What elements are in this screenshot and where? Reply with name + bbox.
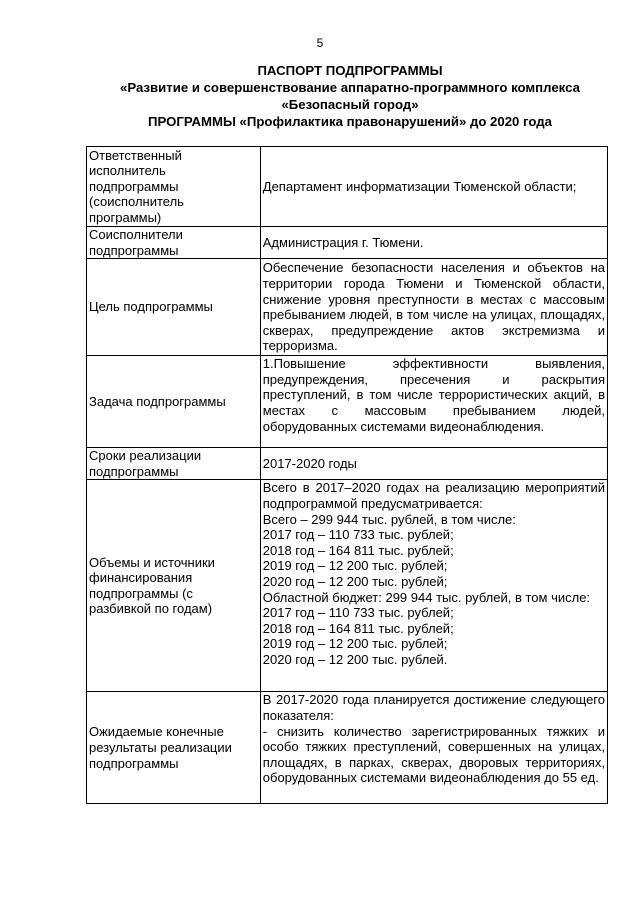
- table-row: [87, 480, 608, 692]
- label-line: Сроки реализации: [89, 448, 202, 464]
- value-text: Департамент информатизации Тюменской области;: [262, 178, 577, 194]
- value-text: Обеспечение безопасности населения и объектов на территории города Тюмени и Тюменской области, снижение уровня преступности в местах с массовым пребыванием людей, в том числе на улицах, площадях, скверах, предупреждение актов экстремизма и терроризма.: [262, 260, 605, 354]
- table-row: [87, 147, 608, 227]
- table-row: [87, 692, 608, 804]
- value-text: 2018 год – 164 811 тыс. рублей;: [262, 620, 454, 636]
- value-text: Всего в 2017–2020 годах на реализацию мероприятий подпрограммой предусматривается:: [262, 480, 605, 511]
- row-value: [260, 480, 607, 692]
- label-line: подпрограммы: [89, 755, 179, 771]
- table-row: [87, 356, 608, 448]
- label-line: Объемы и источники: [89, 554, 215, 570]
- value-text: 2019 год – 12 200 тыс. рублей;: [262, 636, 448, 652]
- value-text: 2020 год – 12 200 тыс. рублей.: [262, 651, 448, 667]
- passport-table: [86, 146, 608, 804]
- value-text: 2017 год – 110 733 тыс. рублей;: [262, 605, 454, 621]
- label-line: исполнитель: [89, 163, 166, 179]
- label-line: Ответственный: [89, 147, 182, 163]
- title-line-1: ПАСПОРТ ПОДПРОГРАММЫ: [257, 63, 443, 78]
- label-line: финансирования: [89, 570, 193, 586]
- row-value: [260, 147, 607, 227]
- table-row: [87, 448, 608, 480]
- page-number: 5: [316, 36, 324, 50]
- row-label: [87, 227, 261, 259]
- label-line: Задача подпрограммы: [89, 393, 226, 409]
- value-text: 2017 год – 110 733 тыс. рублей;: [262, 527, 454, 543]
- label-line: подпрограммы: [89, 463, 179, 479]
- value-text: 2019 год – 12 200 тыс. рублей;: [262, 558, 448, 574]
- row-label: [87, 692, 261, 804]
- row-value: [260, 259, 607, 356]
- table-row: [87, 227, 608, 259]
- row-value: [260, 448, 607, 480]
- row-value: [260, 227, 607, 259]
- row-value: [260, 356, 607, 448]
- row-value: [260, 692, 607, 804]
- value-text: 2020 год – 12 200 тыс. рублей;: [262, 573, 448, 589]
- label-line: Ожидаемые конечные: [89, 724, 224, 740]
- label-line: подпрограммы: [89, 178, 179, 194]
- value-text: В 2017-2020 года планируется достижение следующего показателя:: [262, 692, 605, 723]
- title-line-2: «Развитие и совершенствование аппаратно-программного комплекса: [120, 80, 580, 95]
- row-label: [87, 448, 261, 480]
- label-line: Соисполнители: [89, 227, 183, 242]
- row-label: [87, 480, 261, 692]
- value-text: 2017-2020 годы: [262, 455, 357, 471]
- label-line: программы): [89, 209, 162, 225]
- label-line: подпрограммы: [89, 242, 179, 258]
- value-text: 2018 год – 164 811 тыс. рублей;: [262, 542, 454, 558]
- label-line: подпрограммы (с: [89, 585, 193, 601]
- row-label: [87, 259, 261, 356]
- label-line: Цель подпрограммы: [89, 299, 213, 315]
- title-line-3: «Безопасный город»: [281, 97, 419, 112]
- value-text: Всего – 299 944 тыс. рублей, в том числе:: [262, 511, 516, 527]
- row-label: [87, 356, 261, 448]
- value-text: - снизить количество зарегистрированных тяжких и особо тяжких преступлений, совершенных на улицах, площадях, в парках, скверах, дворовых территориях, оборудованных системами видеонаблюдения до 55 ед.: [262, 723, 605, 786]
- value-text: Администрация г. Тюмени.: [262, 234, 424, 250]
- value-text: 1.Повышение эффективности выявления, предупреждения, пресечения и раскрытия преступлений, в том числе террористических акций, в местах с массовым пребыванием людей, оборудованных системами видеонаблюдения.: [262, 356, 605, 434]
- table-row: [87, 259, 608, 356]
- label-line: результаты реализации: [89, 740, 232, 756]
- label-line: (соисполнитель: [89, 194, 184, 210]
- label-line: разбивкой по годам): [89, 601, 213, 617]
- title-line-4: ПРОГРАММЫ «Профилактика правонарушений» до 2020 года: [148, 114, 552, 129]
- row-label: [87, 147, 261, 227]
- value-text: Областной бюджет: 299 944 тыс. рублей, в том числе:: [262, 589, 591, 605]
- document-title: [70, 62, 630, 130]
